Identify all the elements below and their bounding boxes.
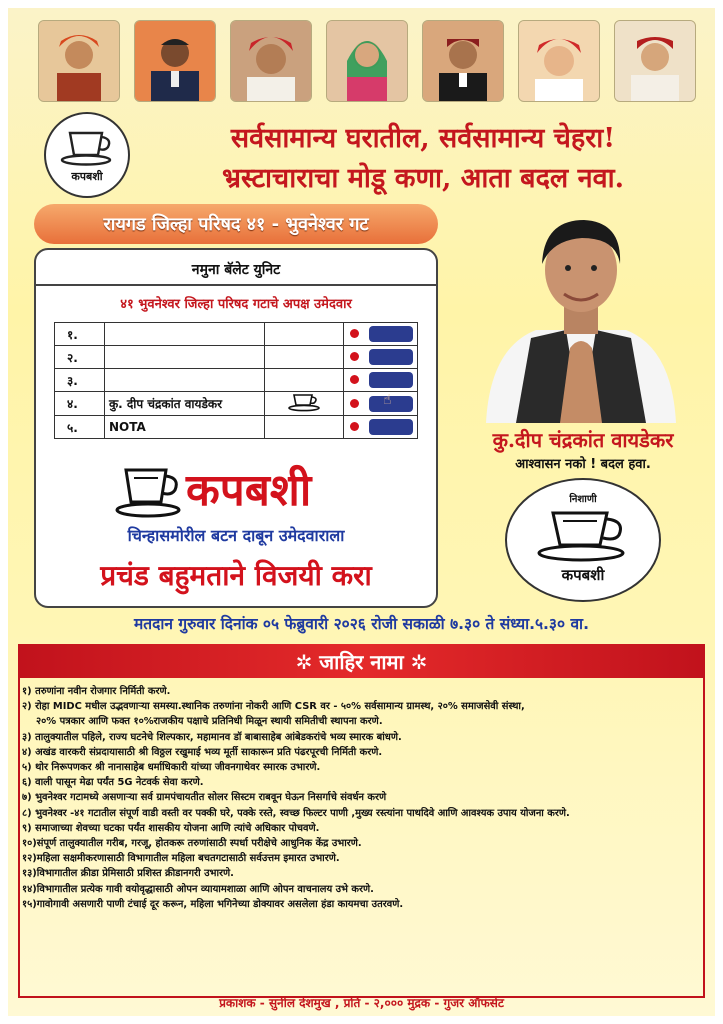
manifesto-item: ८) भुवनेश्वर -४१ गटातील संपूर्ण वाडी वस्ती वर पक्की घरे, पक्के रस्ते, स्वच्छ फिल्टर पाणी ,मुख्य रस्त्यांना पाथदिवे आणि आवश्यक उपाय योजना करणे. xyxy=(22,807,570,819)
press-instruction: चिन्हासमोरील बटन दाबून उमेदवाराला xyxy=(127,526,345,545)
portrait-4 xyxy=(326,20,408,102)
portrait-2 xyxy=(134,20,216,102)
manifesto-item: १०)संपूर्ण तालुक्यातील गरीब, गरजू, होतकरू तरुणांसाठी स्पर्धा परीक्षेचे आधुनिक केंद्र उभारणे. xyxy=(22,838,362,850)
portrait-7 xyxy=(614,20,696,102)
vote-button[interactable] xyxy=(369,326,413,342)
manifesto-item: ६) वाली पासून मेढा पर्यंत 5G नेटवर्क सेवा करणे. xyxy=(22,777,204,789)
cup-saucer-icon xyxy=(114,462,184,522)
ballot-row-number: ३. xyxy=(55,369,105,392)
ballot-title: नमुना बॅलेट युनिट xyxy=(191,262,281,278)
emblem-name: कपबशी xyxy=(71,169,103,183)
ward-banner: रायगड जिल्हा परिषद ४१ - भुवनेश्वर गट xyxy=(34,204,438,244)
ballot-row-name xyxy=(104,369,264,392)
manifesto-item: १२)महिला सक्षमीकरणासाठी विभागातील महिला बचतगटासाठी सर्वउत्तम इमारत उभारणे. xyxy=(22,853,340,865)
candidate-tagline: आश्वासन नको ! बदल हवा. xyxy=(515,457,651,472)
win-appeal: प्रचंड बहुमताने विजयी करा xyxy=(100,559,372,592)
emblem-label: निशाणी xyxy=(569,494,597,505)
manifesto-item: ९) समाजाच्या शेवच्या घटका पर्यंत शासकीय योजना आणि त्यांचे अधिकार पोचवणे. xyxy=(22,822,320,834)
manifesto-item: ५) थोर निरूपणकर श्री नानासाहेब धर्माधिकारी यांच्या जीवनगाथेवर स्मारक उभारणे. xyxy=(22,762,321,774)
ballot-row-button-cell xyxy=(365,346,418,369)
slogan-line-1: सर्वसामान्य घरातील, सर्वसामान्य चेहरा! xyxy=(230,123,616,154)
ballot-row xyxy=(55,416,418,439)
ballot-row xyxy=(55,369,418,392)
manifesto-list xyxy=(22,684,702,912)
ballot-row-name xyxy=(104,346,264,369)
ballot-row-symbol xyxy=(264,346,343,369)
vote-button[interactable] xyxy=(369,349,413,365)
ballot-row-number: १. xyxy=(55,323,105,346)
ballot-row-number: ५. xyxy=(55,416,105,439)
finger-press-icon: ☝ xyxy=(382,391,392,408)
portrait-1 xyxy=(38,20,120,102)
vote-button[interactable] xyxy=(369,419,413,435)
sample-ballot-unit xyxy=(34,248,438,608)
ballot-row-name: कु. दीप चंद्रकांत वायडेकर xyxy=(104,392,264,416)
ballot-row xyxy=(55,346,418,369)
candidate-photo xyxy=(476,198,686,423)
manifesto-item: ३) तालुक्यातील पहिले, राज्य घटनेचे शिल्पकार, महामानव डॉ बाबासाहेब आंबेडकरांचे भव्य स्मारक बांधणे. xyxy=(22,731,402,743)
vote-button[interactable] xyxy=(369,391,413,412)
ballot-row-lamp xyxy=(343,369,365,392)
portrait-5 xyxy=(422,20,504,102)
symbol-name: कपबशी xyxy=(186,465,312,516)
manifesto-item: ७) भुवनेश्वर गटामध्ये असणाऱ्या सर्व ग्रामपंचायतीत सोलर सिस्टम राबवून घेऊन निसर्गाचे संवर्धन करणे xyxy=(22,792,387,804)
ballot-subtitle: ४१ भुवनेश्वर जिल्हा परिषद गटाचे अपक्ष उमेदवार xyxy=(120,297,352,312)
red-lamp-icon xyxy=(350,422,359,431)
ballot-row-lamp xyxy=(343,346,365,369)
emblem-name: कपबशी xyxy=(561,566,605,584)
ballot-row-lamp xyxy=(343,416,365,439)
publisher-footer: प्रकाशक - सुनील देशमुख , प्रति - २,००० मुद्रक - गुजर ऑफसेट xyxy=(219,996,504,1010)
manifesto-item: १५)गावोगावी असणारी पाणी टंचाई दूर करून, महिला भगिनेच्या डोक्यावर असलेला हंडा कायमचा उतरवणे. xyxy=(22,898,404,910)
manifesto-item: ४) अखंड वारकरी संप्रदायासाठी श्री विठ्ठल रखुमाई भव्य मूर्ती साकारून प्रति पंढरपूरची निर्मिती करणे. xyxy=(22,746,383,758)
slogan-line-2: भ्रस्टाचाराचा मोडू कणा, आता बदल नवा. xyxy=(221,163,625,194)
ballot-row-symbol xyxy=(264,323,343,346)
manifesto-item: २०% पत्रकार आणि फक्त १०%राजकीय पक्षाचे प्रतिनिधी मिळून स्थायी समितीची स्थापना करणे. xyxy=(36,716,383,728)
red-lamp-icon xyxy=(350,375,359,384)
ballot-table xyxy=(54,322,418,439)
ballot-row-button-cell xyxy=(365,416,418,439)
portrait-6 xyxy=(518,20,600,102)
ballot-row-button-cell xyxy=(365,323,418,346)
ballot-row xyxy=(55,392,418,416)
ballot-row-name: NOTA xyxy=(104,416,264,439)
manifesto-title: ✲ जाहिर नामा ✲ xyxy=(18,644,705,678)
candidate-name: कु.दीप चंद्रकांत वायडेकर xyxy=(492,428,674,452)
manifesto-item: १) तरुणांना नवीन रोजगार निर्मिती करणे. xyxy=(22,686,171,697)
manifesto-item: १३)विभागातील क्रीडा प्रेमिसाठी प्रशिस्त क्रीडानगरी उभारणे. xyxy=(22,868,234,880)
manifesto-item: २) रोहा MIDC मधील उद्भवणाऱ्या समस्या.स्थानिक तरुणांना नोकरी आणि CSR वर - ५०% सर्वसामान्य ग्रामस्थ, २०% समाजसेवी संस्था, xyxy=(22,701,525,713)
portrait-3 xyxy=(230,20,312,102)
election-poster xyxy=(8,8,715,1016)
red-lamp-icon xyxy=(350,329,359,338)
red-lamp-icon xyxy=(350,352,359,361)
ballot-row-number: ४. xyxy=(55,392,105,416)
cup-saucer-icon xyxy=(535,505,631,565)
vote-button[interactable] xyxy=(369,372,413,388)
ballot-row-symbol xyxy=(264,416,343,439)
cup-symbol-emblem-small xyxy=(44,112,130,198)
manifesto-item: १४)विभागातील प्रत्येक गावी वयोवृद्धासाठी ओपन व्यायामशाळा आणि ओपन वाचनालय उभे करणे. xyxy=(22,883,374,895)
ballot-divider xyxy=(36,284,436,286)
ballot-row-name xyxy=(104,323,264,346)
cup-saucer-icon xyxy=(284,392,324,412)
ballot-row xyxy=(55,323,418,346)
ballot-row-lamp xyxy=(343,392,365,416)
ballot-row-symbol xyxy=(264,369,343,392)
poll-date: मतदान गुरुवार दिनांक ०५ फेब्रुवारी २०२६ रोजी सकाळी ७.३० ते संध्या.५.३० वा. xyxy=(134,615,589,633)
ballot-row-button-cell xyxy=(365,392,418,416)
ballot-row-button-cell xyxy=(365,369,418,392)
ballot-row-number: २. xyxy=(55,346,105,369)
cup-symbol-emblem-large xyxy=(505,478,661,602)
ballot-row-symbol xyxy=(264,392,343,416)
ballot-row-lamp xyxy=(343,323,365,346)
cup-saucer-icon xyxy=(58,127,116,167)
red-lamp-icon xyxy=(350,399,359,408)
